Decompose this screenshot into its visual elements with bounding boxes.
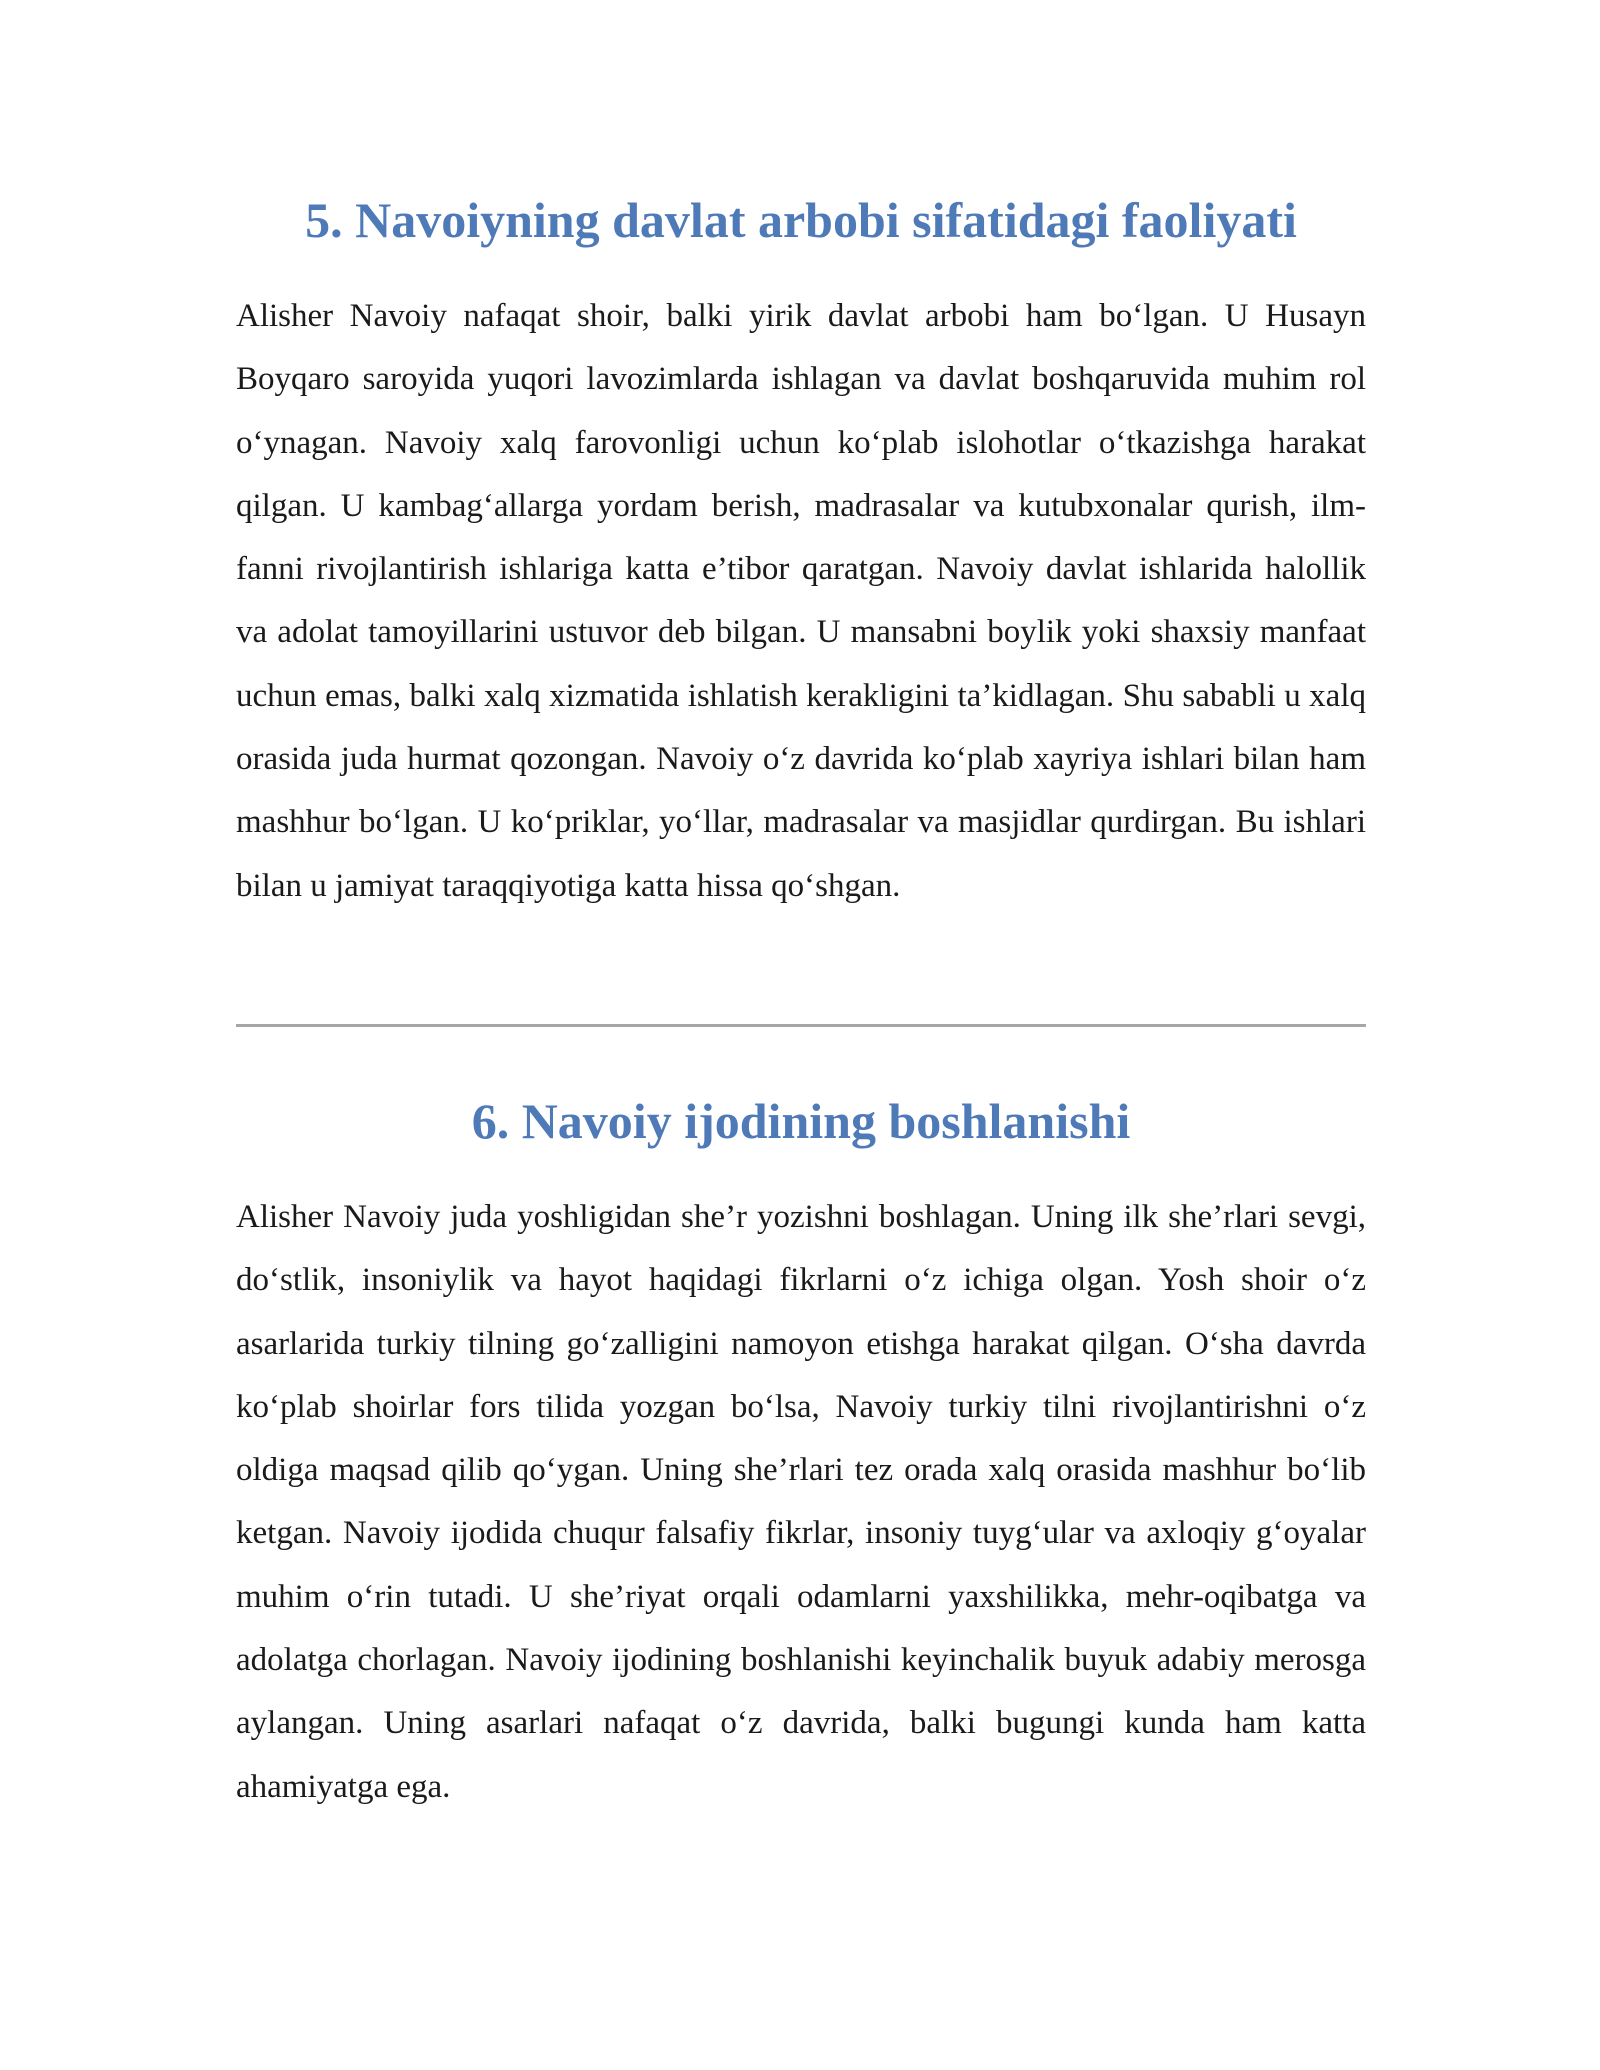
section-divider bbox=[236, 1024, 1366, 1027]
section-5-title: 5. Navoiyning davlat arbobi sifatidagi faoliyati bbox=[305, 192, 1297, 248]
section-5-paragraph: Alisher Navoiy nafaqat shoir, balki yirik davlat arbobi ham bo‘lgan. U Husayn Boyqaro saroyida yuqori lavozimlarda ishlagan va davlat boshqaruvida muhim rol o‘ynagan. Navoiy xalq farovonligi uchun ko‘plab islohotlar o‘tkazishga harakat qilgan. U kambag‘allarga yordam berish, madrasalar va kutubxonalar qurish, ilm-fanni rivojlantirish ishlariga katta e’tibor qaratgan. Navoiy davlat ishlarida halollik va adolat tamoyillarini ustuvor deb bilgan. U mansabni boylik yoki shaxsiy manfaat uchun emas, balki xalq xizmatida ishlatish kerakligini ta’kidlagan. Shu sababli u xalq orasida juda hurmat qozongan. Navoiy o‘z davrida ko‘plab xayriya ishlari bilan ham mashhur bo‘lgan. U ko‘priklar, yo‘llar, madrasalar va masjidlar qurdirgan. Bu ishlari bilan u jamiyat taraqqiyotiga katta hissa qo‘shgan. bbox=[236, 298, 1366, 904]
section-6-title: 6. Navoiy ijodining boshlanishi bbox=[471, 1093, 1131, 1149]
section-6-paragraph: Alisher Navoiy juda yoshligidan she’r yozishni boshlagan. Uning ilk she’rlari sevgi, do‘stlik, insoniylik va hayot haqidagi fikrlarni o‘z ichiga olgan. Yosh shoir o‘z asarlarida turkiy tilning go‘zalligini namoyon etishga harakat qilgan. O‘sha davrda ko‘plab shoirlar fors tilida yozgan bo‘lsa, Navoiy turkiy tilni rivojlantirishni o‘z oldiga maqsad qilib qo‘ygan. Uning she’rlari tez orada xalq orasida mashhur bo‘lib ketgan. Navoiy ijodida chuqur falsafiy fikrlar, insoniy tuyg‘ular va axloqiy g‘oyalar muhim o‘rin tutadi. U she’riyat orqali odamlarni yaxshilikka, mehr-oqibatga va adolatga chorlagan. Navoiy ijodining boshlanishi keyinchalik buyuk adabiy merosga aylangan. Uning asarlari nafaqat o‘z davrida, balki bugungi kunda ham katta ahamiyatga ega. bbox=[236, 1199, 1366, 1805]
